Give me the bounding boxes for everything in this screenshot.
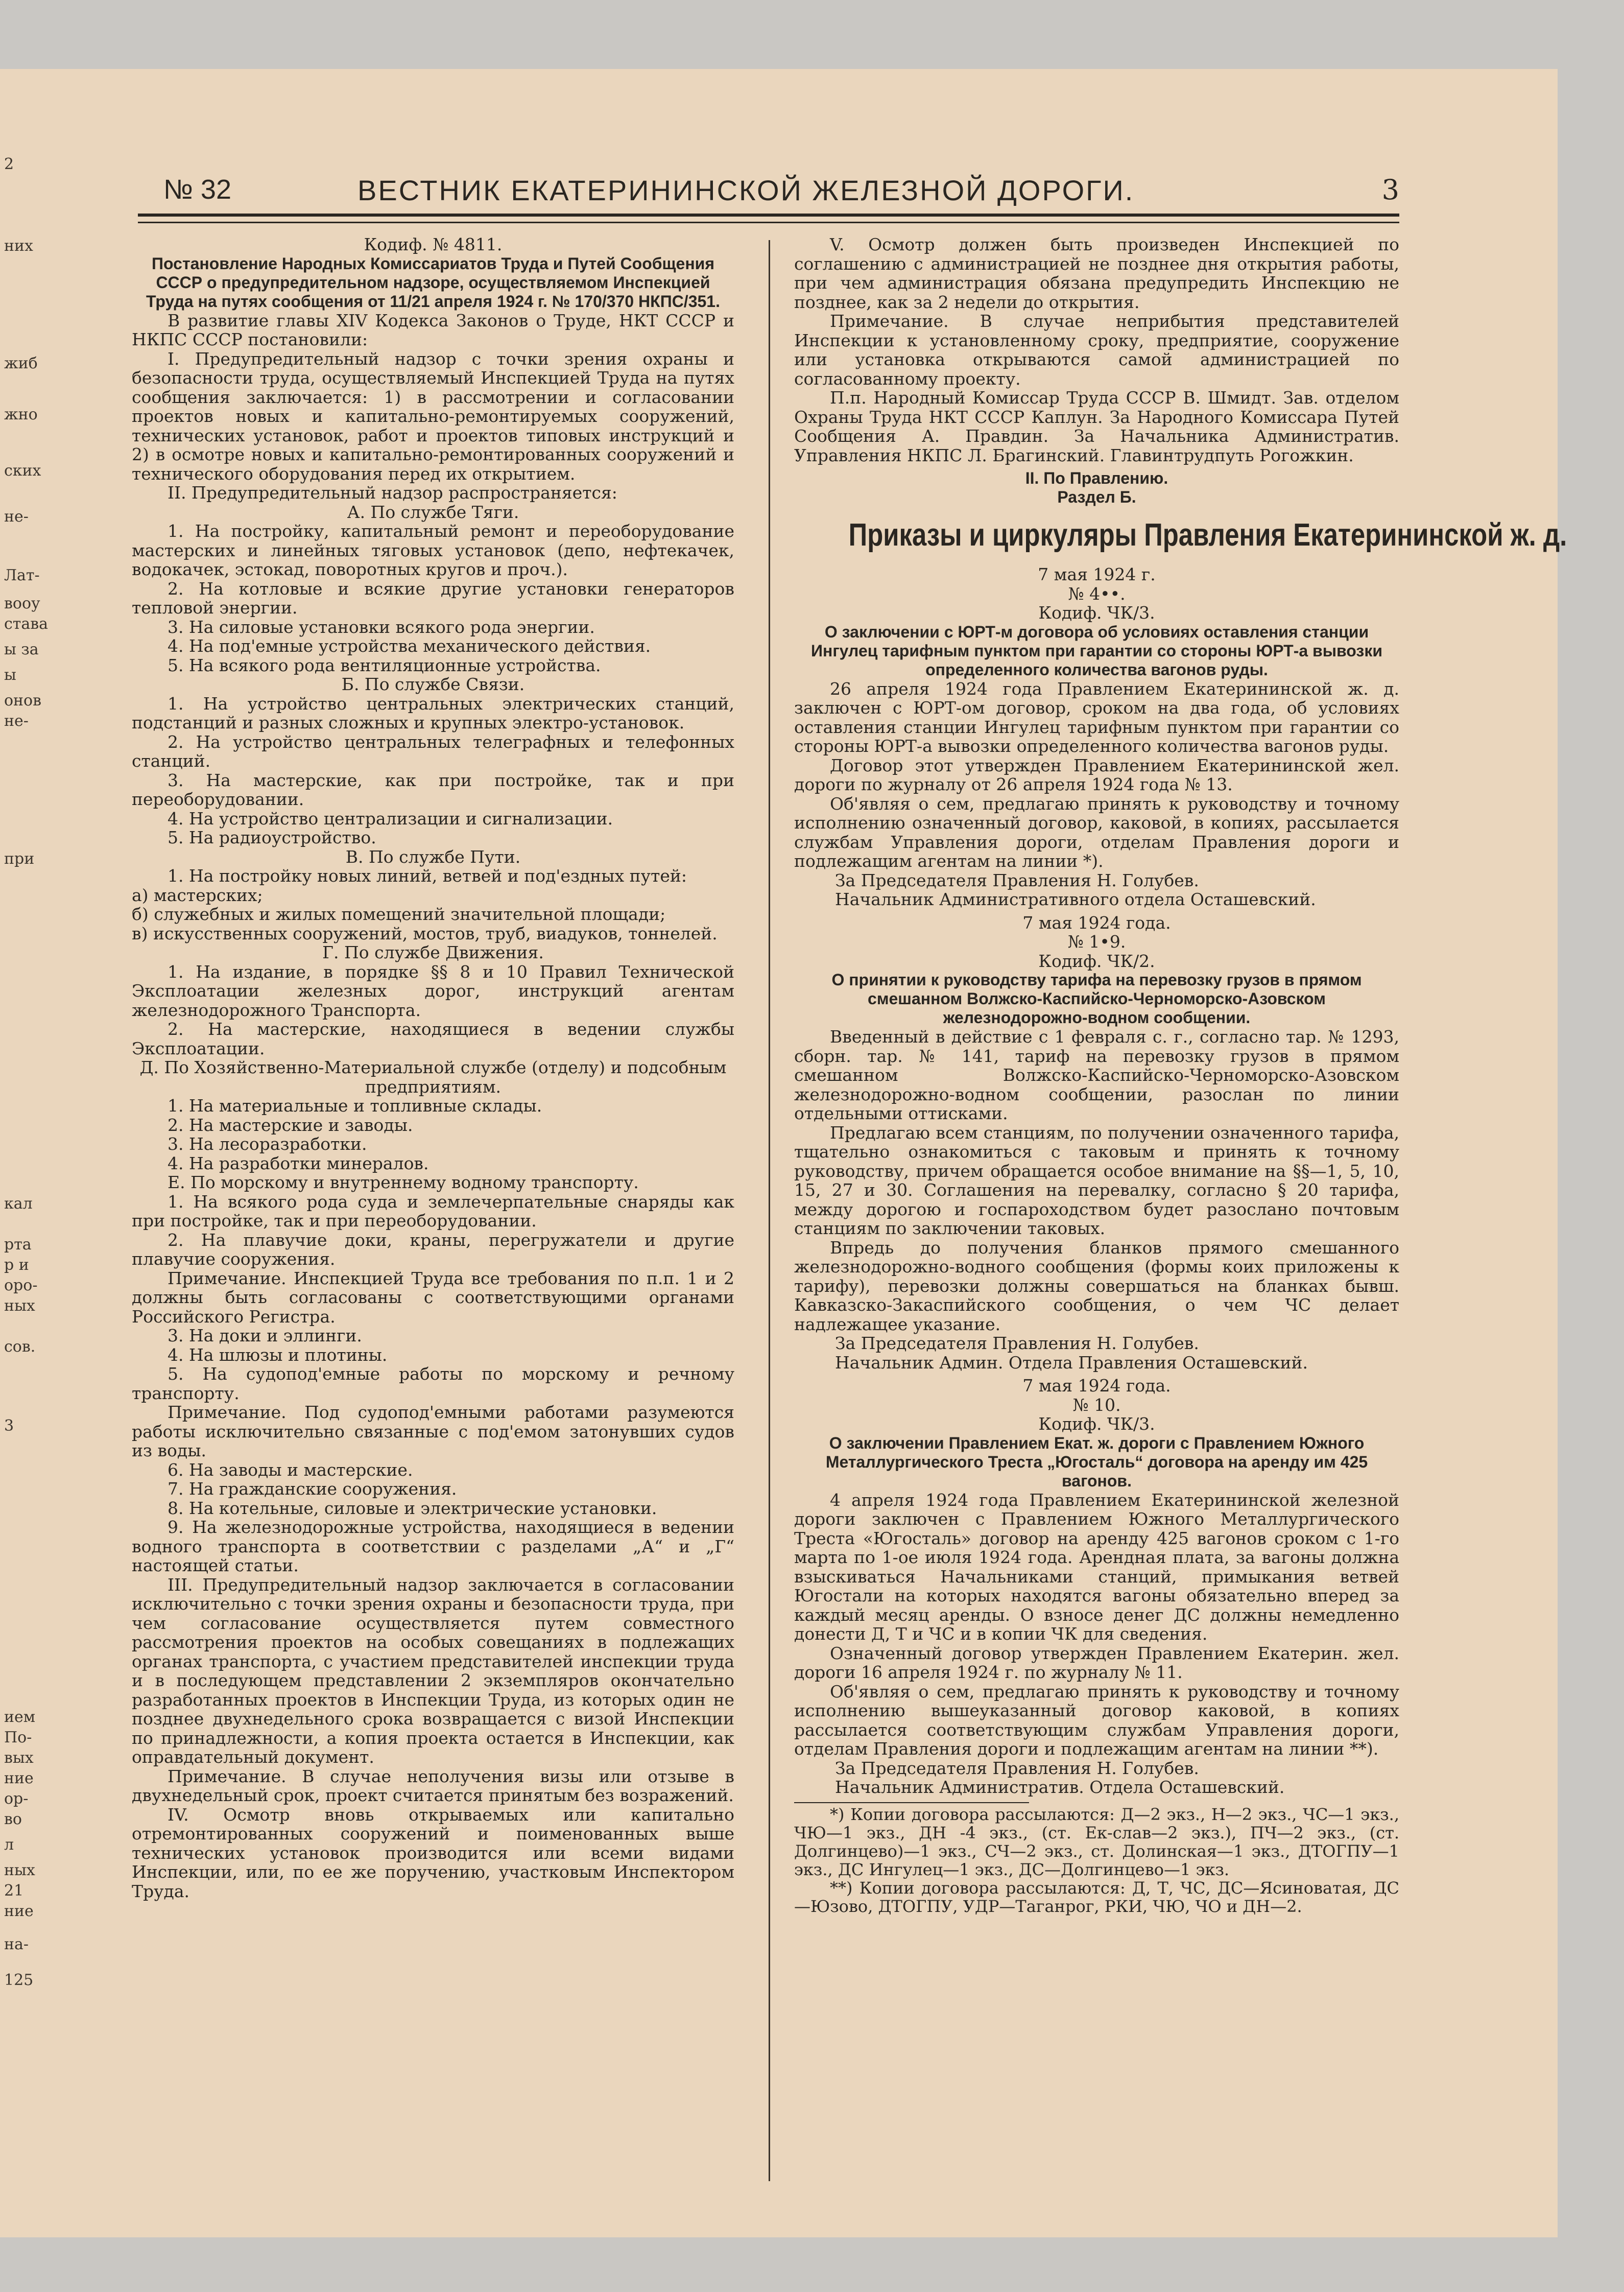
adjacent-page-strip	[0, 69, 77, 2237]
footnote-rule	[794, 1802, 1029, 1803]
strip-text-fragment: ских	[4, 462, 41, 480]
paragraph: 4. На шлюзы и плотины.	[168, 1344, 388, 1365]
signature-line: Начальник Административного отдела Осташевский.	[835, 889, 1316, 909]
strip-text-fragment: них	[4, 237, 33, 255]
strip-text-fragment: не-	[4, 712, 29, 730]
signature-line: За Председателя Правления Н. Голубев.	[835, 1758, 1199, 1778]
column-divider	[769, 240, 770, 2181]
strip-text-fragment: ы	[4, 666, 16, 684]
paragraph: Об'являя о сем, предлагаю принять к руководству и точному исполнению вышеуказанный договор каковой, в копиях рассылается соответствующим службам Управления дороги, отделам Правления дороги и подлежащим агентам на линии **).	[794, 1681, 1399, 1759]
strip-text-fragment: 21	[4, 1882, 24, 1900]
centered-line: 7 мая 1924 г.	[1038, 564, 1156, 584]
paragraph: I. Предупредительный надзор с точки зрения охраны и безопасности труда, осуществляемый Инспекцией Труда на путях сообщения заключается: 1) в рассмотрении и согласовании проектов новых и капитально-ремонтируемых сооружений, технических установок, работ и проектов типовых инструкций и 2) в осмотре новых и капитально-ремонтированных сооружений и технического оборудования перед их открытием.	[132, 348, 734, 484]
footnote: *) Копии договора рассылаются: Д—2 экз., Н—2 экз., ЧС—1 экз., ЧЮ—1 экз., ДН -4 экз., (ст. Ек-слав—2 экз.), ПЧ—2 экз., (ст. Долгинцево)—1 экз., СЧ—2 экз., ст. Долинская—1 экз., ДТОГПУ—1 экз., ДС Ингулец—1 экз., ДС—Долгинцево—1 экз.	[794, 1804, 1399, 1879]
paragraph: 4 апреля 1924 года Правлением Екатерининской железной дороги заключен с Правлением Южного Металлургического Треста «Югосталь» договор на аренду 425 вагонов сроком с 1-го марта по 1-ое июля 1924 года. Арендная плата, за вагоны должна взыскиваться Начальниками станций, примыкания ветвей Югостали на которых находятся вагоны обязательно вперед за каждый месяц аренды. О взносе денег ДС должны немедленно донести Д, Т и ЧС и в копии ЧК для сведения.	[794, 1490, 1399, 1644]
strip-text-fragment: во	[4, 1810, 22, 1828]
section-banner: Приказы и циркуляры Правления Екатерининской ж. д.	[848, 517, 1567, 553]
paragraph: В развитие главы XIV Кодекса Законов о Труде, НКТ СССР и НКПС СССР постановили:	[132, 310, 734, 349]
strip-text-fragment: вооу	[4, 595, 40, 612]
paragraph: Примечание. Инспекцией Труда все требования по п.п. 1 и 2 должны быть согласованы с соответствующими органами Российского Регистра.	[132, 1268, 734, 1327]
centered-line: № 10.	[1072, 1395, 1121, 1415]
centered-line: Б. По службе Связи.	[341, 674, 525, 694]
article-heading: О принятии к руководству тарифа на перевозку грузов в прямом смешанном Волжско-Каспийско-Черноморско-Азовском железнодорожно-водном сообщении.	[831, 971, 1362, 1027]
strip-text-fragment: ных	[4, 1861, 35, 1879]
paragraph: 8. На котельные, силовые и электрические установки.	[168, 1498, 657, 1518]
paragraph: Означенный договор утвержден Правлением Екатерин. жел. дороги 16 апреля 1924 г. по журналу № 11.	[794, 1643, 1399, 1682]
paragraph: 1. На устройство центральных электрических станций, подстанций и разных сложных и крупных электро-установок.	[132, 693, 734, 733]
page-header	[163, 174, 1399, 220]
strip-text-fragment: р и	[4, 1256, 29, 1274]
paragraph: 6. На заводы и мастерские.	[168, 1459, 413, 1480]
strip-text-fragment: 2	[4, 155, 14, 173]
strip-text-fragment: 125	[4, 1971, 34, 1989]
paragraph: 4. На под'емные устройства механического действия.	[168, 636, 651, 656]
strip-text-fragment: ние	[4, 1769, 34, 1787]
centered-line: Кодиф. ЧК/3.	[1038, 1414, 1155, 1434]
centered-line: Кодиф. ЧК/3.	[1038, 603, 1155, 623]
paragraph: 3. На лесоразработки.	[168, 1134, 367, 1154]
centered-line: А. По службе Тяги.	[347, 502, 519, 522]
paragraph: б) служебных и жилых помещений значительной площади;	[132, 904, 666, 924]
paragraph: 1. На постройку, капитальный ремонт и переоборудование мастерских и линейных тяговых установок (депо, нефтекачек, водокачек, эстокад, поворотных кругов и проч.).	[132, 521, 734, 579]
paragraph: IV. Осмотр вновь открываемых или капитально отремонтированных сооружений и поименованных выше технических установок производится или всеми видами Инспекции, или, по ее же поручению, участковым Инспектором Труда.	[132, 1804, 734, 1901]
article-heading: О заключении Правлением Екат. ж. дороги с Правлением Южного Металлургического Треста „Югосталь“ договора на аренду им 425 вагонов.	[825, 1433, 1368, 1490]
paragraph: Об'являя о сем, предлагаю принять к руководству и точному исполнению означенный договор, каковой, в копиях, рассылается службам Управления дороги, отделам Правления дороги и подлежащим агентам на линии *).	[794, 793, 1399, 871]
paragraph: Примечание. Под судопод'емными работами разумеются работы исключительно связанные с под'емом затонувших судов из воды.	[132, 1402, 734, 1460]
centered-line: В. По службе Пути.	[345, 846, 521, 867]
centered-line: 7 мая 1924 года.	[1022, 912, 1171, 933]
paragraph: Е. По морскому и внутреннему водному транспорту.	[168, 1172, 639, 1192]
strip-text-fragment: Лат-	[4, 566, 40, 584]
paragraph: П.п. Народный Комиссар Труда СССР В. Шмидт. Зав. отделом Охраны Труда НКТ СССР Каплун. За Народного Комиссара Путей Сообщения А. Правдин. За Начальника Административ. Управления НКПС Л. Брагинский. Главинтрудпуть Рогожкин.	[794, 388, 1399, 465]
paragraph: III. Предупредительный надзор заключается в согласовании исключительно с точки зрения охраны и безопасности труда, при чем согласование осуществляется путем совместного рассмотрения проектов на особых совещаниях в подлежащих органах транспорта, с участием представителей инспекции труда и в последующем представлении 2 экземпляров окончательно разработанных проектов в Инспекции Труда, из которых один не позднее двухнедельного срока возвращается с визой Инспекции по принадлежности, а копия проекта остается в Инспекции, как оправдательный документ.	[132, 1574, 734, 1767]
paragraph: 1. На материальные и топливные склады.	[168, 1096, 542, 1116]
paragraph: II. Предупредительный надзор распространяется:	[168, 483, 617, 503]
strip-text-fragment: на-	[4, 1935, 29, 1953]
strip-text-fragment: л	[4, 1836, 14, 1854]
paragraph: 2. На котловые и всякие другие установки генераторов тепловой энергии.	[132, 578, 734, 618]
article-heading: О заключении с ЮРТ-м договора об условиях оставления станции Ингулец тарифным пунктом при гарантии со стороны ЮРТ-а вывозки определенного количества вагонов руды.	[811, 622, 1382, 679]
strip-text-fragment: кал	[4, 1195, 33, 1213]
strip-text-fragment: става	[4, 615, 49, 633]
strip-text-fragment: сов.	[4, 1338, 36, 1356]
paragraph: 2. На плавучие доки, краны, перегружатели и другие плавучие сооружения.	[132, 1230, 734, 1269]
paragraph: Договор этот утвержден Правлением Екатерининской жел. дороги по журналу от 26 апреля 1924 года № 13.	[794, 755, 1399, 794]
section-heading: Раздел Б.	[1057, 488, 1136, 506]
paragraph: Впредь до получения бланков прямого смешанного железнодорожно-водного сообщения (формы коих приложены к тарифу), перевозки должны совершаться на бланках бывш. Кавказско-Закаспийского сообщения, о чем ЧС делает надлежащее указание.	[794, 1237, 1399, 1334]
strip-text-fragment: По-	[4, 1729, 32, 1746]
paragraph: 5. На всякого рода вентиляционные устройства.	[168, 655, 601, 675]
paragraph: 3. На мастерские, как при постройке, так и при переоборудовании.	[132, 770, 734, 809]
strip-text-fragment: не-	[4, 508, 29, 526]
centered-line: 7 мая 1924 года.	[1022, 1376, 1171, 1396]
strip-text-fragment: при	[4, 850, 35, 868]
footnote: **) Копии договора рассылаются: Д, Т, ЧС, ДС—Ясиноватая, ДС—Юзово, ДТОГПУ, УДР—Таганрог, РКИ, ЧЮ, ЧО и ДН—2.	[794, 1878, 1399, 1916]
strip-text-fragment: вых	[4, 1749, 34, 1767]
signature-line: За Председателя Правления Н. Голубев.	[835, 1333, 1199, 1353]
paragraph: Примечание. В случае неприбытия представителей Инспекции к установленному сроку, предприятие, сооружение или установка открываются самой администрацией по согласованному проекту.	[794, 311, 1399, 389]
strip-text-fragment: онов	[4, 692, 42, 710]
paragraph: 2. На мастерские, находящиеся в ведении службы Эксплоатации.	[132, 1019, 734, 1058]
section-heading: II. По Правлению.	[1025, 469, 1168, 487]
signature-line: Начальник Админ. Отдела Правления Осташевский.	[835, 1352, 1308, 1373]
centered-line: № 4••.	[1068, 583, 1126, 604]
article-heading: Постановление Народных Комиссариатов Труда и Путей Сообщения СССР о предупредительном надзоре, осуществляемом Инспекцией Труда на путях сообщения от 11/21 апреля 1924 г. № 170/370 НКПС/351.	[146, 254, 720, 311]
left-column	[132, 235, 734, 1901]
signature-line: Начальник Административ. Отдела Осташевский.	[835, 1777, 1285, 1797]
newspaper-title: ВЕСТНИК ЕКАТЕРИНИНСКОЙ ЖЕЛЕЗНОЙ ДОРОГИ.	[357, 174, 1135, 206]
strip-text-fragment: жно	[4, 406, 38, 423]
paragraph: 1. На постройку новых линий, ветвей и под'ездных путей:	[168, 866, 687, 886]
paragraph: 1. На издание, в порядке §§ 8 и 10 Правил Технической Эксплоатации железных дорог, инструкций агентам железнодорожного Транспорта.	[132, 961, 734, 1020]
page-number: 3	[1381, 174, 1399, 206]
strip-text-fragment: оро-	[4, 1277, 38, 1294]
paragraph: 5. На радиоустройство.	[168, 828, 376, 847]
strip-text-fragment: ы за	[4, 641, 39, 658]
strip-text-fragment: жиб	[4, 355, 38, 372]
spacer	[794, 465, 1399, 469]
paragraph: а) мастерских;	[132, 885, 263, 905]
paragraph: 7. На гражданские сооружения.	[168, 1479, 457, 1499]
paragraph: 3. На силовые установки всякого рода энергии.	[168, 617, 595, 637]
centered-line: Кодиф. № 4811.	[364, 234, 503, 254]
paragraph: 9. На железнодорожные устройства, находящиеся в ведении водного транспорта в соответствии с разделами „А“ и „Г“ настоящей статьи.	[132, 1517, 734, 1575]
centered-line: № 1•9.	[1067, 932, 1126, 952]
paragraph: 2. На мастерские и заводы.	[168, 1115, 413, 1135]
paragraph: Примечание. В случае неполучения визы или отзыве в двухнедельный срок, проект считается принятым без возражений.	[132, 1766, 734, 1805]
right-column	[794, 234, 1567, 1916]
centered-line: Кодиф. ЧК/2.	[1038, 951, 1155, 971]
paragraph: V. Осмотр должен быть произведен Инспекцией по соглашению с администрацией не позднее дня открытия работы, при чем администрация обязана предупредить Инспекцию не позднее, как за 2 недели до открытия.	[794, 234, 1399, 312]
paragraph: 4. На устройство централизации и сигнализации.	[168, 808, 613, 829]
paragraph: 1. На всякого рода суда и землечерпательные снаряды как при постройке, так и при переоборудовании.	[132, 1191, 734, 1231]
strip-text-fragment: ор-	[4, 1790, 29, 1808]
strip-text-fragment: ием	[4, 1708, 36, 1726]
paragraph: 4. На разработки минералов.	[168, 1153, 429, 1173]
signature-line: За Председателя Правления Н. Голубев.	[835, 870, 1199, 890]
centered-line: Д. По Хозяйственно-Материальной службе (отделу) и подсобным предприятиям.	[139, 1057, 727, 1097]
paragraph: Предлагаю всем станциям, по получении означенного тарифа, тщательно ознакомиться с таковым и принять к точному руководству, причем обращается особое внимание на §§—1, 5, 10, 15, 27 и 30. Соглашения на перевалку, согласно § 20 тарифа, между дорогою и госпароходством будет разослано почтовым станциям по заключении таковых.	[794, 1122, 1399, 1238]
strip-text-fragment: 3	[4, 1417, 14, 1435]
paragraph: Введенный в действие с 1 февраля с. г., согласно тар. № 1293, сборн. тар. № 141, тариф на перевозку грузов в прямом смешанном Волжско-Каспийско-Черноморско-Азовском железнодорожно-водном сообщении, разослан по линии отдельными оттисками.	[794, 1027, 1399, 1123]
paragraph: 26 апреля 1924 года Правлением Екатерининской ж. д. заключен с ЮРТ-ом договор, сроком на два года, об условиях оставления станции Ингулец тарифным пунктом при гарантии со стороны ЮРТ-а вывозки определенного количества вагонов руды.	[794, 678, 1399, 756]
paragraph: в) искусственных сооружений, мостов, труб, виадуков, тоннелей.	[132, 923, 718, 943]
strip-text-fragment: рта	[4, 1236, 32, 1254]
paragraph: 3. На доки и эллинги.	[168, 1326, 362, 1345]
strip-text-fragment: ние	[4, 1902, 34, 1920]
header-rule	[138, 214, 1399, 223]
strip-text-fragment: ных	[4, 1297, 35, 1315]
centered-line: Г. По службе Движения.	[322, 942, 544, 962]
issue-number: № 32	[163, 174, 231, 205]
paragraph: 5. На судопод'емные работы по морскому и речному транспорту.	[132, 1364, 734, 1403]
paragraph: 2. На устройство центральных телеграфных и телефонных станций.	[132, 731, 734, 771]
